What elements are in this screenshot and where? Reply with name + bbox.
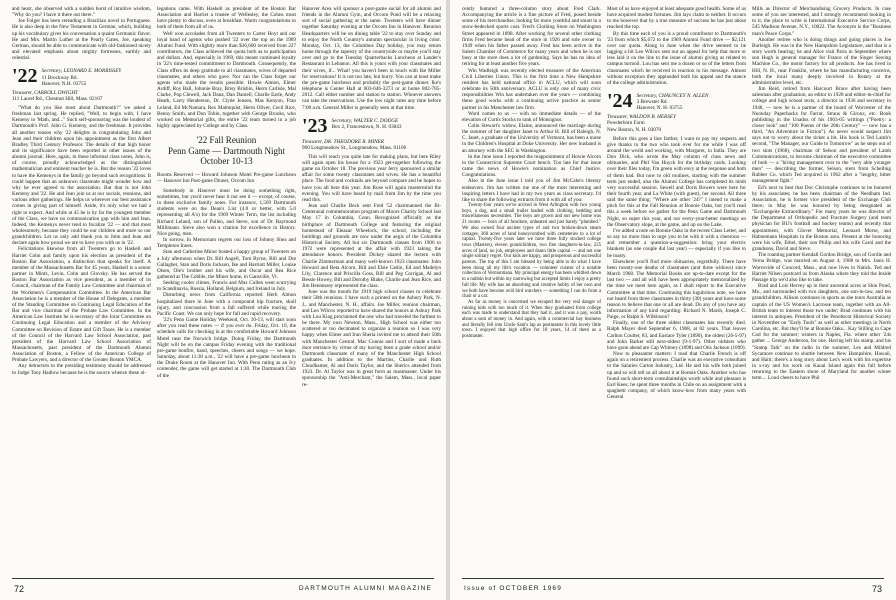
paragraph: and heart, she observed with a sudden burst of intuitive wisdom, "Why do you? I have it there out there." xyxy=(12,6,151,19)
paragraph: Win Wadleigh was recently elected treasurer of the American Civil Liberties Union. This is the first time a New Hampshire resident has held national office in ACLU, which will soon celebrate its 50th anniversary. ACLU is only one of many civic responsibilities Win has undertaken over the years — combining these good works with a continuing active practice as senior partner in his Manchester law firm. xyxy=(462,67,601,111)
paragraph: Elsewhere you'll find more obituaries, regretfully. There have been twenty-one deaths of classmates (and three widows) since March 1968. The Memorial Books are up-to-date except for the last two — and all will have been appropriately memorialized by the time we meet here again, as I shall report to the Executive Committee at that time. Continuing this lugubrious note, we have not heard from three classmates in thirty (30) years and have some reason to believe that one or all are dead. Do any of you have any information of any kind regarding: Richard N. Marsh, Joseph C. Paige, or Ralph S. Wilkinson? xyxy=(607,258,746,321)
reunion-announcement xyxy=(157,135,296,167)
paragraph: Joe Folger has been rereading a Brazilian novel in Portuguese. He is also deep in the New Testament in German, which, building up his vocabulary gives his conversation a quaint Germanic flavor. He and Mrs. Martin Luther at the Pearly Gates, Joe, speaking German, should be able to communicate with old-fashioned nicety and elevated emphasis about mighty fortresses, earthly and celestial. xyxy=(12,18,151,62)
secretary-address: Hanover, N. H. 03755 xyxy=(636,105,683,112)
paragraph: Mills as Director of Merchandising Grocery Products. In case some of you are interested, and I strongly recommend looking in to it, the place to write is International Executive Service Corps, 545 Madison Avenue, N.Y., 10022. The Acronym is the "Business man's Peace Corps." xyxy=(752,6,891,37)
secretary-address: 11 Brockway Rd. xyxy=(41,74,78,81)
class-year: '24 xyxy=(607,90,633,113)
treasurer-block xyxy=(302,139,441,151)
paragraph: Stan and Catherine Minor hosted a happy group of Twenters on a July afternoon when Dr. Bill Angell, Tom Byrne, Bill and Dot Gallagher, Stan and Doris Jackson, Ike and Harriott Miller, Louise Olsen, Ole's brother and his wife, and Oscar and Bea Rice gathered at The Cobble, the Miner home, in Gansville, Vt. xyxy=(157,249,296,280)
class-heading-1923 xyxy=(302,116,441,136)
right-column-3 xyxy=(752,6,891,566)
paragraph: Most of us have enjoyed at least adequate good health. Some of us have acquired modest fortunes. Jim lays claim to neither. It occurs to me however that by a true measure of success he has just about reached the top. xyxy=(607,6,746,31)
paragraph: The roaming partner Kendall Gordon Bridge, son of Gordie and Verna Bridge, was married on August 4, 1968 to Mrs. Janis H. Worrovide of Concord, Mass., and now lives in Natick. Ted and Harriet Nilsen postcard us from Alaska where they told the Inside Passage trip we'd also like to take. xyxy=(752,252,891,283)
page-number: 73 xyxy=(871,584,882,594)
paragraph: Felicitations likewise from all Twenters go to Haskell and Harriet Cohn and family upon his election as president of the Boston Bar Association, a distinction that speaks for itself. A member of the Massachusetts Bar for 45 years, Haskell is a senior partner in Mintz, Levin, Cohn and Glovsky. He has served the Boston Bar Association as vice president, as a member of its Council, chairman of the Family Law Committee and chairman of the Workmen's Compensation Committee. In the American Bar Association he is a member of the House of Delegates, a member of the Standing Committee on Continuing Legal Education of the Bar and vice chairman of the Probate Law Committee. In the American Law Institute he is secretary of the Joint Committee on Continuing Legal Education and a member of the Advisory Committee on Revision of Estate and Gift Taxes. He is a member of the Council of the Harvard Law School Association, past president of the Harvard Law School Association of Massachusetts, past president of the Dartmouth Alumni Association of Boston, a Fellow of the American College of Probate Lawyers, and a director of the Greater Boston YMCA. xyxy=(12,246,151,364)
class-secretary-block xyxy=(42,66,122,86)
issue-title: Issue of OCTOBER 1969 xyxy=(464,585,563,592)
footer-rule xyxy=(462,578,884,579)
treasurer-name: Treasurer, DR. THEODORE R. MINER xyxy=(302,138,384,145)
paragraph: Hanover Area will sponsor a post-game social for all alumni and friends in the Alumni Gym, and Occom Pond will be a relaxing sort of social gathering at the same. Twenters will have dinner together Saturday evening at the Occom Inn in Hanover. Reunion Headquarters will be on dining table '22 to stay over Sunday and to enjoy the North Country's autumn spectacular in living color. Monday, Oct. 13, the Columbus Day holiday, you may return home through the tapestry of the countryside or maybe you'll stay over and go to the Tuesday Quarterbacks Luncheon at Lander's Restaurant in Lebanon. All this is yours with your classmates and their wives, if... What! you haven't been in touch with Ike Miller for reservations! It is not too late, but hurry. You can at least make the pre-game luncheon and probably the post-game dinner. Ike's telephone is Center Hall at 603-646-3273 or at home 802-785-2012. Call either number and station to station. Whoever answers can take the reservations. Use the low night rates any time before 7:00 a.m. General Miller is generally seen at that time. xyxy=(302,6,441,111)
paragraph: Brad and Lois Hervey up in their ancestral acres at Shin Pond, Me., and surrounded with two daughters, one son-in-law, and ten grandchildren. Allison continues in sports as she tours Australia as captain of the US Women's Lacrosse team, together with an All-British team to interest those two under; Brad continues with his interest in antiques. President of the Penobscot Historical Society in November on "Early Tools" as well as other meetings in North Carolina, etc. But they'll be at Bonnie Oaks... Kay Stilling in Cape Cod for the summer; winters in Naples, Fla. where other '24s gather ... George Anderson, for one. Having left his stamp, and his "Stamp Talk" on the radio in the summer, Les and Mildred Sycamore continue to shuttle between New Hampshire, Hawaii, and Haiti; there's a long story about Les's work with his expertise in x-ray and his work on Kauai Island again this fall before returning to the Eastern shore of Maryland for another winter term.... Loud cheers to have Phil xyxy=(752,283,891,382)
paragraph: Now to pleasanter matters: I read that Charlie French is off again on a retirement process. Charlie was an executive consultant to the Salaries Carton Industry, Ltd. He and his wife both joined up and so will tell us all about it at Bonnie Oaks. Another who has found such short-term consultantships worth while and pleasant is Earl Kees; he spent three months in Chile on an assignment with a spaghetti company, of which know-how from many years with General xyxy=(607,351,746,401)
paragraph: By this time each of you is a proud contributor to Dartmouth's '23 from which $5,672 to the 1969 Alumni Fund drive — $2,121 over our quota. Along in June when the drive seemed to be lagging a bit Leo Wilcox sent out an appeal for help that more or less laid it on the line to the issue of alumni giving as related to campus turmoil. Lou has sent me a dozen or so of the letters from classmates which he received in reaction to his message. Almost without exception they applauded both his appeal and the stance of the college administration. xyxy=(607,30,746,86)
secretary-name: Secretary, CHAUNCEY N. ALLEN xyxy=(636,93,709,100)
reunion-dates: October 10-13 xyxy=(200,156,253,167)
left-page-footer xyxy=(0,574,446,600)
left-column-2 xyxy=(157,6,296,566)
footer-rule xyxy=(12,578,434,579)
paragraph: This will reach you quite late for making plans, but here Riley will again open his house for a 1923 get-together following the game on October 18. The previous year Jerry sponsored a similar affair for some twenty classmates and wives. He has a beautiful place. The food and cocktails are beyond compare and he hopes to have you all here this year. Jim Rose will again mastermind the evening. You will have heard by mail from Jim by the time you read this. xyxy=(302,153,441,203)
quoted-letter: Twenty-four years we've arrived in West Arlington with two young boys, a dog, and a small trailer loaded with clothing, bedding and miscellaneous necessities. The boys are grown and our new home was 21 rooms — born of all furniture, unheated and just barely "plumbed." We also owned four ancient types of and two broken-down steam cottages, 360 acres of land honeycombed with cemeteries to a lot of capital. Twenty-five years later we have three fully stocked college rows (Masters), eleven grandchildren, two fine daughters-in-law, 225 acres of land, no job, employees and damn little capital — and not one single solitary regret. Our kids are happy, and prosperous and successful parents. The top of this I am blessed by being able to do what I have been doing all my life's vocation — volunteer curator of a notable collection of Vermontiana. My principal energy has been whittled down to a nubbin but within my narrowing but accepted limits I enjoy a pretty full life. My wife has an absorbing and creative hobby of her own and we both have become avid bird watchers — something I can do from a chair or a car. xyxy=(462,203,601,300)
left-column-1 xyxy=(12,6,151,566)
secretary-address: Box 2, Francestown, N. H. 03043 xyxy=(331,123,402,130)
right-column-2 xyxy=(607,6,746,566)
reunion-subtitle: Penn Game — Dartmouth Night xyxy=(168,145,285,156)
paragraph: Well won accolades from all Twenters to Carter Hoyt and our loyal band of agents who pushed '22 over the top on the 1969 Alumni Fund. With slightly more than $36,600 received from 227 contributors, the Class achieved the quota both as to participation and dollars. And, especially in 1969, this meant continued loyalty in '22's time-tested commitment to Dartmouth. Consequently, the Class offers its deep gratitude to all classmates, wives of departed classmates, and others who gave. Nor can the Class forget our agents who made the results possible: Howie Almon, Elmer Ardiff, Roy Ball, Johnnie Bray, Brisy Brisbin, Herm Carlisle, Mal Clarke, Pop Clewell, Jack Dana, Dan Daniell, Charlie Earle, Andy Heath, Larry Henderson, Dr. Clyde Jensen, Mas Kenyon, Fran Leland, Ed McNamara, Rex Malmquist, Herm Oliver, Cecil Rice, Benny Smith, and Don Tobin, together with George Brooks, who worked on Memorial gifts, the entire '22 team turned in a job highly appreciated by College and by Class. xyxy=(157,30,296,129)
treasurer-block xyxy=(607,114,746,132)
secretary-name: Secretary, WALTER C. DODGE xyxy=(331,117,399,124)
paragraph: legations came. With Haskell as president of the Boston Bar Association and Harriet a trustee of Wellesley, the Cohns must have plenty to discuss, even at breakfast. Warm congratulations to both of them from all of us. xyxy=(157,6,296,31)
left-column-3 xyxy=(302,6,441,566)
running-title: DARTMOUTH ALUMNI MAGAZINE xyxy=(298,585,432,592)
paragraph: Word comes to us — with no immediate details — of the elevation of Curtis Stocks to rank of Monsignor. xyxy=(462,110,601,123)
treasurer-name: Treasurer, CARROLL DWIGHT xyxy=(12,89,78,96)
paragraph: "What do you like most about Dartmouth?" we asked a freshman last spring. He replied, "Well, to begin with, I have Kemeny to 'Math, and..." Such self-sponsoring was the loudest of Dartmouth's Prof. John G. Kemeny, and the freshman. It provides all another reason why '22 delights in congratulating John and Jean and their children upon his appointment as the first Albert Bradley Third Century Professor. The details of that high honor and its significance have been reported in other issues of the alumni journal. Here, again, in these informal class notes, John is, of course, proudly acknowledged as the distinguished mathematician and eminent teacher he is. But the reason '22 loves to have the Kemenys in the family go beyond such recognitions. It could happen that an unknown classmate might wonder how and why he ever agreed to the association. But that is not John Kemeny and '22. He and Jean join us at our socials, reunions, and various other gatherings. He helps us wherever our best assistance comes in giving part of himself. Aside, it's only what we had a right to expect. And while at 45 he is by far the youngest member of the Class, we have no communication gap with him and Jean. Indeed, the Kemenys never tend to focalize '22 — and that most wholesomely, because they could be our children and more so our grandchildren. Let us only add thank you to John and Jean and declare again how proud we are to have you with us in '22. xyxy=(12,104,151,247)
treasurer-address: New Boston, N. H. 03070 xyxy=(607,126,662,133)
page-number: 72 xyxy=(14,584,25,594)
paragraph: June was the month for 1919 high school classes to celebrate their 50th reunions. I have such a printed on the Asbury Park, N. J., and Manchester, N. H., affairs. Joe Miller, reunion chairman, and Leo Wilcox reported to have shared the honors at Asbury Park with Lou King proclaimed the one who had traveled the farthest to be there. My own Newton, Mass., High School was either too scattered or too decimated to organize a reunion so I was very happy when Elmer and Iran Sheria invited me to attend their 50th with Manchester Central. Mac Connie and I sort of made a back door entrance by virtue of my having been a grade school and/or Dartmouth classmate of many of the Manchester High School graduates. In addition to the Martins, Charlie and Ruth Cloudhamer, Al and Doris Taylor, and the Sherics attended from 1923. Dr. Al Taylor was in great form as toastmaster. Under his sponsorship the "Anti-Merchant," the Salem, Mass., local paper re- xyxy=(302,289,441,388)
paragraph: Also in the June issue I told you of Jim McCabe's literary endeavors. Jim has written me one of the most interesting and inspiring letters I have had in my two years as class secretary. I'd like to share the following extracts from it with all of you: xyxy=(462,178,601,203)
right-page xyxy=(450,0,896,600)
class-year: '23 xyxy=(302,114,328,137)
paragraph: Colin Stewart's widow, Elaine, announced the marriage during the summer of her daughter Janet to Arthur H. Bill of Raleigh, N. C. Janet, a graduate of the University of Vermont, has been a nurse in the Children's Hospital at Duke University. Her new husband is an attorney with the SEC in Washington. xyxy=(462,122,601,154)
paragraph: Finally, one of the three oldest classmates has recently died. Ralph Mayer died September 6, 1968, at 82 years. That leaves Carlton Coulter, 83, and Eustace Tyler (1890), the oldest (26-5-97) and John Barker still next-oldest (9-1-97). Other oldsters who have gone ahead are Cap Whitney (1898) and Otis Jackson (1899). xyxy=(607,320,746,351)
right-page-footer xyxy=(450,574,896,600)
left-page xyxy=(0,0,446,600)
secretary-address: Hanover, N.H. 03755 xyxy=(41,80,87,87)
treasurer-address: 960 Longmeadow St., Longmeadow, Mass. 01106 xyxy=(302,144,407,151)
paragraph: Any detractors to the presiding testimony should be addressed to Judge Tony Hadlow because he is the source whence these al- xyxy=(12,363,151,376)
paragraph: I've added a note on Bonnie Oaks in the recent Class Letter, and so say no more than to urge you to be with it with a cheeroon — and remember a question-a-suggestion: bring your electric blankets (as one couple did last year) — especially if you like to be toasty. xyxy=(607,227,746,259)
paragraph: In sorrow, In Memoriam regrets our loss of Johnny Shea and Templeton Innes. xyxy=(157,237,296,250)
treasurer-block xyxy=(12,90,151,102)
class-secretary-block xyxy=(637,91,709,111)
paragraph: In the June issue I reported the reappointment of Howie Alcorn to the Connecticut Supreme Court bench. Too late for that issue came the news of Howie's nomination as Chief Justice. Congratulations. xyxy=(462,153,601,179)
paragraph: Somebody in Hanover must be doing something right, sometimes, but you'd never hear it nor see it — except, of course, in these exclusive family notes. For instance, 1,569 Dartmouth students were on the Dean's List (4.0 or better, with 5.0 representing all A's) for the 1969 Winter Term, the list including Richard Leland, son of Pullen, and Steve, son of Dr. Raymond Millimann. Steve also won a citation for excellence in History. Nice going, men. xyxy=(157,187,296,237)
paragraph: '22's Penn Game Holiday Weekend, Oct. 10-13, will start soon after you read these notes — if you ever do. Friday, Oct. 10, the schedule calls for checking in at the comfortable Howard Johnson Motel near the Norwich bridge. Doing Friday, the Dartmouth Night will be on the campus Friday evening with the traditional pre-game bonfire, band, speeches, cheers and songs — we hope. Saturday, about 11:30 a.m., '22 will have a pre-game luncheon in the Drake Room at the Hanover Inn. With Penn rating as an Ivy contender, the game will get started at 1:30. The Dartmouth Club of the xyxy=(157,317,296,379)
treasurer-address: 111 Laurel Rd., Chestnut Hill, Mass. 02167 xyxy=(12,95,103,102)
paragraph: Disturbing news from California reported Herb Almon hospitalized there in June with a compound hip fracture, skull injury, and concussion from a fall suffered while touring the Pacific Coast. We can only hope for full and rapid recovery. xyxy=(157,292,296,317)
paragraph: Seeking cooler climes, Francis and Max Cullen went scurrying to Scandinavia, Russia, Holland, Belgium, and Ireland in July. xyxy=(157,280,296,293)
paragraph: Jean and Charlie Beck sent Fred '52 chairmanned the Bi-Centennial commemoration program of Moors Charity School last May 17 in Columbia, Conn. Recognized officially as the birthplace of Dartmouth College and featuring the original homestead of Eleazar Wheelock, the school, including the buildings and grounds are now under the aegis of the Columbia Historical Society. All but six Dartmouth classes from 1906 to 1972 were represented at the affair with 1923 taking the attendance honors. President Dickey shared the lectern with Charlie Zimmerman and many well-known 1923 classmates: John Howard and Beta Alcorn, Bill and Elsie Catlin, Ed and Madelyn Lily, Clarence and Priscilla Goss, Bill and Peg Corrigan, Al and Bessie Howey, Bill and Dorothy Blake, Charlie and Jean Rice, and Jim Hennessey represented the class. xyxy=(302,203,441,290)
class-heading-1924 xyxy=(607,91,746,111)
reunion-title: '22 Fall Reunion xyxy=(196,135,257,146)
treasurer-address: Powderhorn Farm xyxy=(607,120,645,127)
class-year: '22 xyxy=(12,65,38,88)
paragraph: Jim Reid, retired from Harcourt Brace after having been salesman after graduation, an editor in 1928 and editor-in-chief for college and high school texts, a director in 1936 and secretary in 1948, — now he is a partner of the board of Worcester of the Noonday Paperbacks for Farrar, Straus & Giroux, etc. Book publishing in the Unadus of his 1963-65 writings ("Poetry: a closer look" and "100 Poems of the 20th Century" — now has a third, "An Adventure in Fiction"). As never would suspect Jim says not to worry about the ticket a bit. His book is Ted Lamb's second, "The Manager, our Guide to Tomorrow" as he steps out of two slots (1968), chairman of Selson and president of Lamb Communications, to become chairman of the executive committee of both — a "hiring management over to the "very able younger men" — describing the former, Selson, stem from Schelling Rubber Co. which Ted acquired in 1962 after a "lengthy, bitter management fight." xyxy=(752,86,891,185)
right-column-1 xyxy=(462,6,601,566)
class-secretary-block xyxy=(332,116,402,130)
treasurer-name: Treasurer, WALDON B. HERSEY xyxy=(607,114,676,121)
paragraph: Before this goes a line farther, I want to pay my respects and give thanks to the two who took over for me while I was off around the world and working, with Margaret, in India. They are Don Dick, who wrote the May column of class news and obituaries, and Phil Van Huyck for the birthday cards. Looking over their files today, I'm green with envy at the response and both of them had. But now to old routines, starting with the summer term just ended, also the Alumni College has completed its ninth very successful session. Sewell and Doris Bowers were here for their fourth year, and La White (with guest), her second. All three said the same thing: "Where are other '24?" I intend to make a pitch for this at the Fall Reunion at Bonnie Oaks, but you'll read this a week before we gather for the Penn Game and Dartmouth Night, so super this year, and our every-year-better meetings on the Observatory slope, at the game, and up on the Lake. xyxy=(607,135,746,228)
secretary-address: 3 Brewster Rd. xyxy=(636,99,668,106)
quoted-letter: As far as money is concerned we escaped the very real danger of ruining kids with too much of it. When they graduated from college each was made to understand that they had it, and it was a pay, worth about a sum of money in. And again, with a commercial bay business and literally fell into Uncle Sam's lap as postmaster in this lovely little town. I enjoyed that high office for 18 years, 14 of them as a postmaster. xyxy=(462,299,601,340)
paragraph: cently featured a three-column story about Fred Clark. Accompanying the article is a fine picture of Fred, posed beside some of his merchandise, looking far more youthful and smart in a snow-bedecked sports coat. Fred's Clothing Store on Washington Street appeared in 1898. After working for several other clothing firms Fred became head of the store in 1926 and sole owner in 1949 when his father passed away. Fred has been active in the Salem Chamber of Commerce for many years and when he is not busy at the store does a lot of gardening. Says he has no idea of retiring for at least another five years. xyxy=(462,6,601,68)
reunion-schedule: Rooms Reserved — Howard Johnson Motel Pre-game Luncheon — Hanover Inn Post-game Dinner, Occom Inn xyxy=(157,171,296,184)
paragraph: Ed's next to best that Doc Christophe continues to be honored by his associates; he has been chairman of the Needham Ind. Association, he is former vice president of the Exchange Club there; in May he was honored by being designated as "Exchangeite Extraordinary." For many years he was director of the Department of Orthopedic and Fracture Surgery (and team physician for BU's football and hockey teams) and recently that appointment, with Glover Memorial, Leonard Morse, and Habnemann Hospitals in the Boston area. Present at the honoring were his wife, Ethel, their son Philip and his wife Carol and the grandsons, David and Steve. xyxy=(752,184,891,253)
secretary-name: Secretary, LEONARD E. MORRISSEY xyxy=(41,68,122,75)
class-heading-1922 xyxy=(12,66,151,86)
paragraph: Another retiree who is doing things and going places is Joe Burleigh. He was in the New Hampshire Legislature, and that is a story worth hearing; he and Alice visit Paris in September where son Hugh is general manager for France of the Singer Sewing Machine Co., the motor factory for all products. Joe has lived in Hill, N. H., near Franklin, where he has manufacturing concerns, both the local many deeply involved in Rotary at the administrative level, etc. xyxy=(752,36,891,86)
